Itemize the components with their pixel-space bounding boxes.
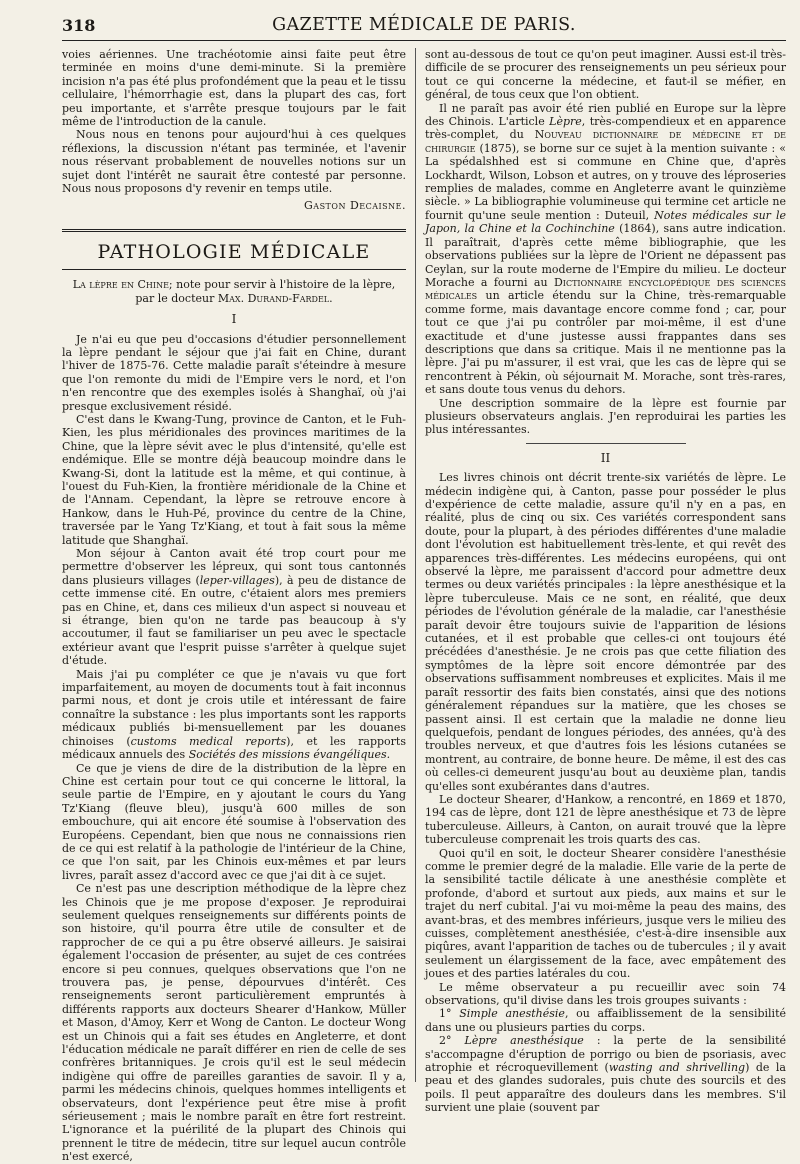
italic-run: wasting and shrivelling (608, 1061, 746, 1075)
article-title-rest: ; note pour servir à l'histoire de la lèpre, par le docteur (135, 278, 396, 305)
paragraph (425, 1007, 786, 1034)
paragraph: voies aériennes. Une trachéotomie ainsi faite peut être terminée en moins d'une demi-minute. Si la première incision n'a pas été plus profondément que la peau et le tissu cellulaire, l'hémorrhagie est, dans la plupart des cas, fort peu importante, et s'arrête presque toujours par le fait même de l'introduction de la canule. (62, 48, 406, 129)
right-column (425, 48, 787, 1115)
text-run: (1864), sans autre indication. Il paraîtrait, d'après cette même bibliographie, que les observations publiées sur la lèpre de l'Orient ne dépassent pas Ceylan, sur la route moderne de l'Empire du milieu. Le docteur Morache a fourni au (425, 222, 786, 289)
section-rule-thin (62, 269, 406, 270)
italic-run: leper-villages (199, 573, 275, 587)
paragraph: Ce que je viens de dire de la distribution de la lèpre en Chine est certain pour tout ce qui concerne le littoral, la seule partie de l'Empire, en y ajoutant le cours du Yang Tz'Kiang (fleuve bleu), jusqu'à 600 milles de son embouchure, qui ait encore été soumise à l'observation des Européens. Cependant, bien que nous ne connaissions rien de ce qui est relatif à la pathologie de l'intérieur de la Chine, ce que l'on sait, par les Chinois eux-mêmes et par leurs livres, paraît assez d'accord avec ce que j'ai dit à ce sujet. (62, 761, 406, 882)
text-run: 1° (439, 1007, 460, 1021)
italic-run: Simple anesthésie (459, 1007, 565, 1021)
paragraph: Le docteur Shearer, d'Hankow, a rencontré, en 1869 et 1870, 194 cas de lèpre, dont 121 de lèpre anesthésique et 73 de lèpre tuberculeuse. Ailleurs, à Canton, on aurait trouvé que la lèpre tuberculeuse comprenait les trois quarts des cas. (425, 792, 786, 847)
paragraph (62, 668, 406, 762)
left-column (62, 48, 406, 1164)
paragraph: Je n'ai eu que peu d'occasions d'étudier personnellement la lèpre pendant le séjour que j'ai fait en Chine, durant l'hiver de 1875-76. Cette maladie paraît s'éteindre à mesure que l'on remonte du midi de l'Empire vers le nord, et l'on n'en rencontre que des exemples isolés à Shanghaï, où j'ai presque exclusivement résidé. (62, 332, 406, 413)
section-title: PATHOLOGIE MÉDICALE (97, 240, 371, 263)
paragraph (62, 547, 406, 668)
text-run: , très-compendieux et en apparence très-complet, du (425, 115, 787, 142)
text-run: ) de la peau et des glandes sudorales, puis chute des sourcils et des poils. Il peut apparaître des douleurs dans les membres. S'il survient une plaie (souvent par (425, 1061, 786, 1115)
paragraph (425, 102, 786, 397)
paragraph: Ce n'est pas une description méthodique de la lèpre chez les Chinois que je me propose d'exposer. Je reproduirai seulement quelques renseignements sur différents points de son histoire, qu'il pourra être utile de consulter et de rapprocher de ce qui a pu être observé ailleurs. Je saisirai également l'occasion de présenter, au sujet de ces contrées encore si peu connues, quelques observations que l'on ne trouvera pas, je pense, dépourvues d'intérêt. Ces renseignements seront particulièrement empruntés à différents rapports aux docteurs Shearer d'Hankow, Müller et Mason, d'Amoy, Kerr et Wong de Canton. Le docteur Wong est un Chinois qui a fait ses études en Angleterre, et dont l'éducation médicale ne paraît différer en rien de celle de ses confrères britanniques. Je crois qu'il est le seul médecin indigène qui offre de pareilles garanties de savoir. Il y a, parmi les médecins chinois, quelques hommes intelligents et observateurs, dont l'expérience peut être mise à profit sérieusement ; mais le nombre paraît en être fort restreint. L'ignorance et la puérilité de la plupart des Chinois qui prennent le titre de médecin, titre sur lequel aucun contrôle n'est exercé, (62, 882, 406, 1164)
text-run: , ou affaiblissement de la sensibilité dans une ou plusieurs parties du corps. (425, 1007, 786, 1034)
smallcaps-run: Nouveau dictionnaire de médecine et de chirurgie (425, 128, 787, 155)
author-signature: Gaston Decaisne. (304, 199, 406, 213)
section-rule (62, 229, 406, 232)
text-run: Il ne paraît pas avoir été rien publié en Europe sur la lèpre des Chinois. L'article (425, 101, 786, 129)
paragraph: Le même observateur a pu recueillir avec soin 74 observations, qu'il divise dans les trois groupes suivants : (425, 980, 786, 1008)
italic-run: Lèpre (549, 115, 582, 129)
text-run: ), et les rapports médicaux annuels des (62, 734, 406, 762)
paragraph: sont au-dessous de tout ce qu'on peut imaginer. Aussi est-il très-difficile de se procurer des renseignements un peu sérieux pour tout ce qui concerne la médecine, et faut-il se méfier, en général, de tous ceux que l'on obtient. (425, 48, 786, 102)
smallcaps-run: Dictionnaire encyclopédique des sciences médicales (425, 275, 786, 303)
paragraph: C'est dans le Kwang-Tung, province de Canton, et le Fuh-Kien, les plus méridionales des provinces maritimes de la Chine, que la lèpre sévit avec le plus d'intensité, qu'elle est endémique. Elle se montre déjà beaucoup moindre dans le Kwang-Si, dont la latitude est la même, et qui continue, à l'ouest du Fuh-Kien, la frontière méridionale de la Chine et de l'Annam. Cependant, la lèpre se retrouve encore à Hankow, dans le Huh-Pé, province du centre de la Chine, traversée par le Yang Tz'Kiang, et tout à fait sous la même latitude que Shanghaï. (62, 412, 406, 547)
italic-run: Sociétés des missions évangéliques. (188, 748, 391, 762)
paragraph (425, 1034, 786, 1114)
article-title (62, 278, 406, 305)
article-author: Max. Durand-Fardel. (217, 291, 333, 305)
paragraph: Nous nous en tenons pour aujourd'hui à ces quelques réflexions, la discussion n'étant pas terminée, et l'avenir nous réservant probablement de nouvelles notions sur un sujet dont l'intérêt ne saurait être contesté par personne. Nous nous proposons d'y revenir en temps utile. (62, 128, 406, 196)
column-divider (415, 48, 416, 1082)
journal-title: GAZETTE MÉDICALE DE PARIS. (272, 15, 576, 35)
page-number: 318 (62, 16, 96, 35)
italic-run: Notes médicales sur le Japon, la Chine et la Cochinchine (425, 208, 786, 236)
paragraph: Les livres chinois ont décrit trente-six variétés de lèpre. Le médecin indigène qui, à Canton, passe pour posséder le plus d'expérience de cette maladie, assure qu'il n'y en a pas, en réalité, plus de cinq ou six. Ces variétés correspondent sans doute, pour la plupart, à des périodes différentes d'une maladie dont l'évolution est habituellement très-lente, et qui revêt des apparences très-différentes. Les médecins européens, qui ont observé la lèpre, me paraissent d'accord pour admettre deux termes ou deux variétés principales : la lèpre anesthésique et la lèpre tuberculeuse. Mais ce ne sont, en réalité, que deux périodes de l'évolution générale de la maladie, car l'anesthésie paraît devoir être toujours suivie de l'apparition de lésions cutanées, et il est probable que celles-ci ont toujours été précédées d'anesthésie. Je ne crois pas que cette filiation des symptômes de la lèpre soit encore démontrée par des observations suffisamment nombreuses et explicites. Mais il me paraît ressortir des faits bien constatés, ainsi que des notions généralement répandues sur la matière, que les choses se passent ainsi. Il est certain que la maladie ne donne lieu quelquefois, pendant de longues périodes, des années, qu'à des troubles nerveux, et que d'autres fois les lésions cutanées se montrent, au contraire, de bonne heure. De même, il est des cas où celles-ci demeurent jusqu'au bout au deuxième plan, tandis qu'elles sont exubérantes dans d'autres. (425, 471, 786, 793)
italic-run: customs medical reports (130, 734, 287, 748)
text-run: 2° (439, 1034, 465, 1048)
article-title-head: La lèpre en Chine (72, 278, 169, 292)
text-run: : la perte de la sensibilité s'accompagne d'éruption de porrigo ou bien de psoriasis, avec atrophie et récroquevillement ( (425, 1034, 787, 1075)
italic-run: Lèpre anesthésique (464, 1034, 584, 1048)
text-run: Mais j'ai pu compléter ce que je n'avais vu que fort imparfaitement, au moyen de documents tout à fait inconnus parmi nous, et dont je crois utile et intéressant de faire connaître la substance : les plus importants sont les rapports médicaux publiés bi-mensuellement par les douanes chinoises ( (62, 667, 406, 748)
divider (526, 443, 686, 444)
paragraph: Quoi qu'il en soit, le docteur Shearer considère l'anesthésie comme le premier degré de la maladie. Elle varie de la perte de la sensibilité tactile délicate à une anesthésie complète et profonde, d'abord et surtout aux pieds, aux mains et sur le trajet du nerf cubital. J'ai vu moi-même la peau des mains, des avant-bras, et des membres inférieurs, jusque vers le milieu des cuisses, complètement anesthésiée, c'est-à-dire insensible aux piqûres, avant l'apparition de taches ou de tubercules ; il y avait seulement un élargissement de la face, avec empâtement des joues et des parties latérales du cou. (425, 846, 786, 981)
section-numeral: I (231, 312, 237, 327)
paragraph: Une description sommaire de la lèpre est fournie par plusieurs observateurs anglais. J'en reproduirai les parties les plus intéressantes. (425, 396, 786, 437)
text-run: Mon séjour à Canton avait été trop court pour me permettre d'observer les lépreux, qui sont tous cantonnés dans plusieurs villages ( (62, 547, 406, 587)
text-run: ), à peu de distance de cette immense cité. En outre, c'étaient alors mes premiers pas en Chine, et, dans ces milieux d'un aspect si nouveau et si étrange, bien qu'on ne tarde pas beaucoup à s'y accoutumer, il faut se familiariser un peu avec le spectacle extérieur avant que l'esprit puisse s'arrêter à quelque sujet d'étude. (62, 573, 406, 668)
section-numeral: II (600, 450, 611, 465)
page-header (62, 10, 786, 41)
text-run: (1875), se borne sur ce sujet à la mention suivante : « La spédalshhed est si commune en Chine que, d'après Lockhardt, Wilson, Lobson et autres, on y trouve des léproseries remplies de malades, comme en Angleterre avant le quinzième siècle. » La bibliographie volumineuse qui termine cet article ne fournit qu'une seule mention : Duteuil, (425, 141, 786, 222)
text-run: un article étendu sur la Chine, très-remarquable comme forme, mais davantage encore comme fond ; car, pour tout ce que j'ai pu contrôler par moi-même, il est d'une exactitude et d'une justesse aussi frappantes dans ses descriptions que dans sa critique. Mais il ne mentionne pas la lèpre. J'ai pu m'assurer, il est vrai, que les cas de lèpre qui se rencontrent à Pékin, où séjournait M. Morache, sont très-rares, et sans doute tous venus du dehors. (425, 289, 786, 397)
